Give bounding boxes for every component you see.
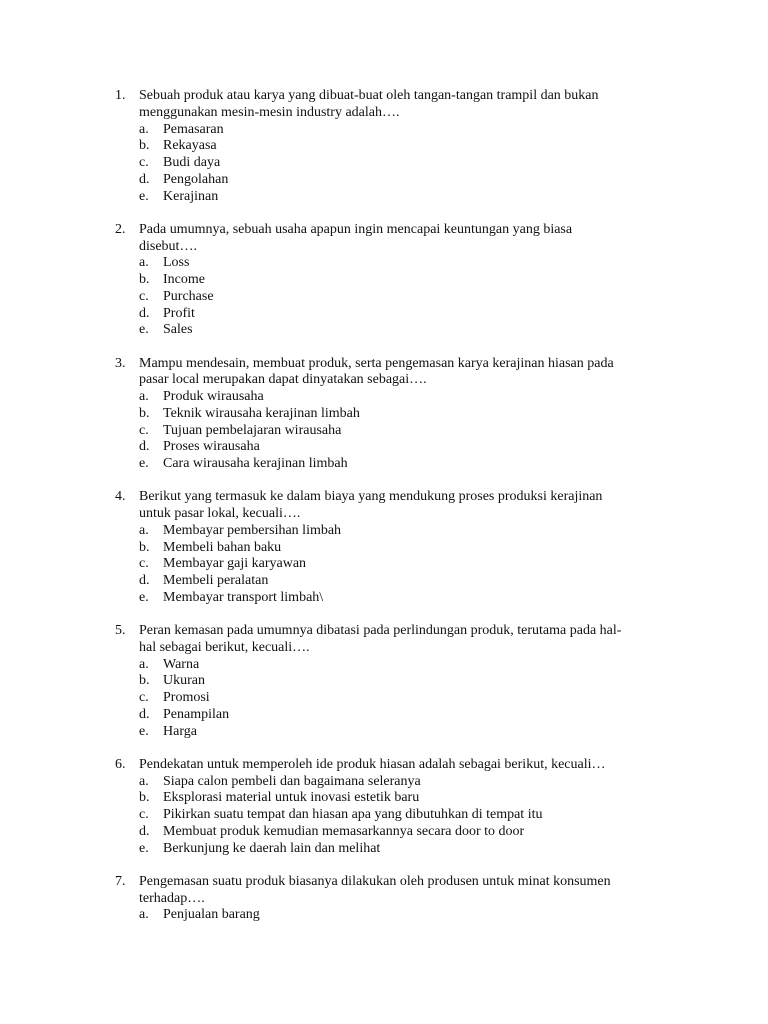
option-list	[115, 389, 685, 473]
option-text: Proses wirausaha	[163, 439, 260, 455]
question-number: 1.	[115, 88, 126, 103]
option-letter: a.	[139, 656, 149, 672]
question-2	[115, 222, 685, 339]
option-letter: d.	[139, 439, 150, 455]
option-list	[115, 255, 685, 339]
option-letter: a.	[139, 907, 149, 923]
question-number: 2.	[115, 221, 126, 237]
option-item	[139, 122, 685, 139]
option-item	[139, 439, 685, 456]
option-item	[139, 540, 685, 557]
option-letter: e.	[139, 723, 149, 739]
question-number: 5.	[115, 623, 126, 638]
option-text: Profit	[163, 305, 195, 321]
option-item	[139, 406, 685, 423]
question-text: Berikut yang termasuk ke dalam biaya yang mendukung proses produksi kerajinan untuk pasar lokal, kecuali….	[139, 489, 603, 521]
option-item	[139, 523, 685, 540]
option-text: Teknik wirausaha kerajinan limbah	[163, 405, 360, 421]
option-text: Rekayasa	[163, 138, 217, 154]
question-text: Pengemasan suatu produk biasanya dilakukan oleh produsen untuk minat konsumen terhadap….	[139, 873, 611, 906]
question-4	[115, 489, 685, 606]
option-text: Membuat produk kemudian memasarkannya secara door to door	[163, 823, 525, 839]
question-7	[115, 874, 685, 924]
option-item	[139, 841, 685, 858]
option-letter: b.	[139, 790, 150, 806]
option-item	[139, 824, 685, 841]
option-text: Budi daya	[163, 155, 221, 170]
question-3	[115, 356, 685, 473]
question-list	[115, 88, 685, 941]
option-letter: e.	[139, 589, 149, 605]
option-letter: a.	[139, 121, 149, 137]
option-letter: c.	[139, 556, 149, 572]
option-item	[139, 289, 685, 306]
option-item	[139, 423, 685, 440]
option-text: Siapa calon pembeli dan bagaimana seleranya	[163, 773, 421, 789]
option-item	[139, 657, 685, 674]
option-item	[139, 306, 685, 323]
option-text: Membeli peralatan	[163, 573, 269, 588]
option-letter: c.	[139, 807, 149, 822]
option-item	[139, 556, 685, 573]
option-text: Promosi	[163, 690, 210, 705]
option-item	[139, 573, 685, 590]
option-letter: d.	[139, 573, 150, 588]
option-letter: a.	[139, 773, 149, 789]
option-letter: d.	[139, 171, 150, 187]
option-item	[139, 590, 685, 607]
option-item	[139, 807, 685, 824]
option-letter: c.	[139, 155, 149, 170]
question-number: 3.	[115, 355, 126, 371]
option-item	[139, 272, 685, 289]
option-text: Membayar gaji karyawan	[163, 556, 307, 572]
question-number: 7.	[115, 873, 126, 889]
question-number: 4.	[115, 489, 126, 505]
option-letter: e.	[139, 188, 149, 204]
option-text: Pemasaran	[163, 121, 224, 137]
option-letter: b.	[139, 673, 150, 689]
option-letter: b.	[139, 405, 150, 421]
option-list	[115, 907, 685, 924]
option-item	[139, 389, 685, 406]
option-letter: c.	[139, 690, 149, 705]
option-text: Penampilan	[163, 706, 230, 722]
option-item	[139, 138, 685, 155]
option-letter: a.	[139, 255, 149, 271]
question-5	[115, 623, 685, 740]
option-text: Penjualan barang	[163, 907, 260, 923]
option-text: Sales	[163, 322, 193, 338]
question-6	[115, 757, 685, 858]
question-number: 6.	[115, 756, 126, 772]
question-text: Sebuah produk atau karya yang dibuat-buat oleh tangan-tangan trampil dan bukan menggunakan mesin-mesin industry adalah….	[139, 88, 599, 120]
option-item	[139, 907, 685, 924]
question-text: Pendekatan untuk memperoleh ide produk hiasan adalah sebagai berikut, kecuali…	[139, 756, 606, 772]
question-text: Pada umumnya, sebuah usaha apapun ingin mencapai keuntungan yang biasa disebut….	[139, 221, 573, 254]
option-text: Membayar transport limbah\	[163, 589, 324, 605]
option-item	[139, 724, 685, 741]
option-text: Kerajinan	[163, 188, 219, 204]
option-letter: b.	[139, 272, 150, 287]
option-item	[139, 707, 685, 724]
option-letter: a.	[139, 522, 149, 538]
option-text: Produk wirausaha	[163, 389, 264, 404]
option-list	[115, 657, 685, 741]
option-letter: d.	[139, 305, 150, 321]
question-text: Mampu mendesain, membuat produk, serta pengemasan karya kerajinan hiasan pada pasar local merupakan dapat dinyatakan sebagai….	[139, 355, 614, 388]
option-letter: a.	[139, 389, 149, 404]
option-text: Berkunjung ke daerah lain dan melihat	[163, 840, 381, 856]
option-list	[115, 774, 685, 858]
question-text: Peran kemasan pada umumnya dibatasi pada perlindungan produk, terutama pada hal- hal sebagai berikut, kecuali….	[139, 623, 622, 655]
option-item	[139, 322, 685, 339]
option-list	[115, 523, 685, 607]
option-item	[139, 774, 685, 791]
option-item	[139, 189, 685, 206]
option-text: Loss	[163, 255, 190, 271]
option-item	[139, 155, 685, 172]
option-text: Membayar pembersihan limbah	[163, 522, 342, 538]
option-letter: c.	[139, 288, 149, 304]
option-letter: c.	[139, 422, 149, 438]
option-letter: e.	[139, 840, 149, 856]
option-letter: d.	[139, 706, 150, 722]
option-text: Harga	[163, 723, 197, 739]
option-item	[139, 690, 685, 707]
option-item	[139, 456, 685, 473]
option-text: Eksplorasi material untuk inovasi estetik baru	[163, 790, 420, 806]
option-text: Pikirkan suatu tempat dan hiasan apa yang dibutuhkan di tempat itu	[163, 807, 543, 822]
option-text: Membeli bahan baku	[163, 539, 282, 555]
option-text: Income	[163, 272, 205, 287]
question-1	[115, 88, 685, 205]
option-letter: e.	[139, 456, 149, 471]
option-text: Purchase	[163, 288, 214, 304]
option-text: Tujuan pembelajaran wirausaha	[163, 422, 342, 438]
option-text: Warna	[163, 656, 200, 672]
option-item	[139, 790, 685, 807]
option-item	[139, 673, 685, 690]
option-text: Pengolahan	[163, 171, 229, 187]
option-item	[139, 255, 685, 272]
option-letter: b.	[139, 138, 150, 154]
option-item	[139, 172, 685, 189]
option-text: Ukuran	[163, 673, 205, 689]
option-letter: d.	[139, 823, 150, 839]
option-letter: b.	[139, 539, 150, 555]
option-text: Cara wirausaha kerajinan limbah	[163, 456, 348, 471]
option-letter: e.	[139, 322, 149, 338]
option-list	[115, 122, 685, 206]
